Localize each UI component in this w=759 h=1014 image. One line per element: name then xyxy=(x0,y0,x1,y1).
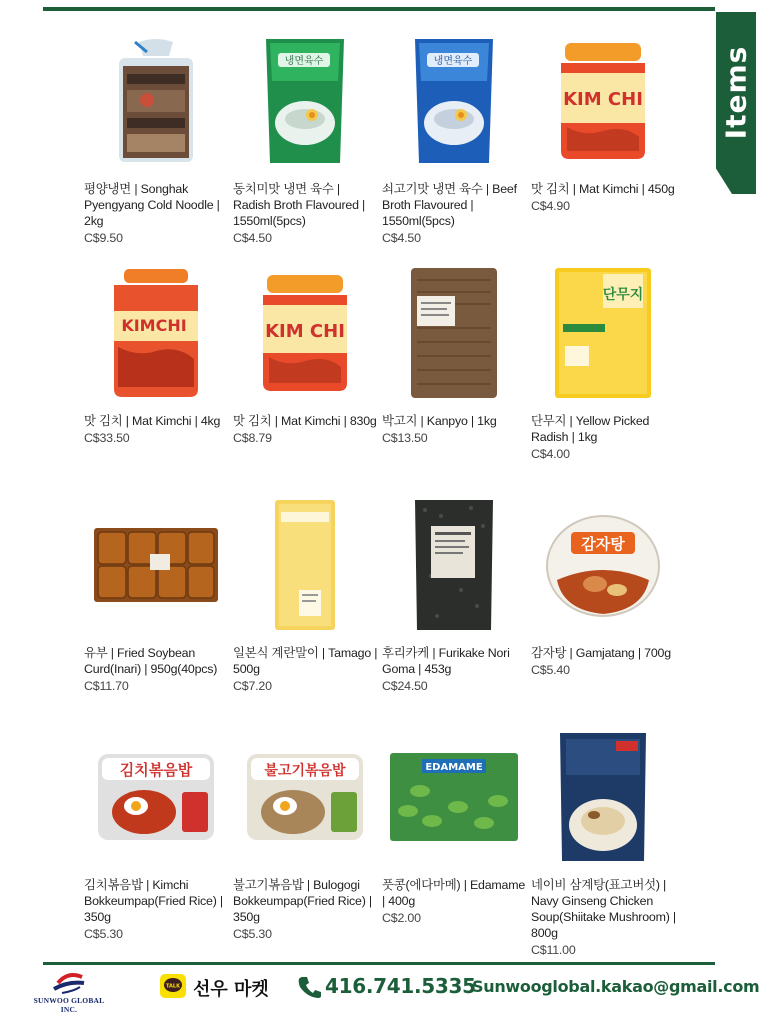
product-details xyxy=(84,645,230,694)
kimchi-jar-icon xyxy=(239,264,371,402)
product-price: C$4.50 xyxy=(382,231,421,245)
kimchi-jar-icon xyxy=(537,32,669,170)
kakao-store-name: 선우 마켓 xyxy=(193,979,269,1000)
product-details xyxy=(382,877,528,926)
product-price: C$11.70 xyxy=(84,679,129,693)
company-name: SUNWOO GLOBAL INC. xyxy=(33,996,105,1014)
product-name: 박고지 | Kanpyo | 1kg xyxy=(382,414,497,428)
product-details xyxy=(233,181,379,246)
fried-rice-box-icon xyxy=(239,728,371,866)
product-name: 불고기볶음밥 | Bulogogi Bokkeumpap(Fried Rice) | 350g xyxy=(233,878,372,924)
product-name: 일본식 계란말이 | Tamago | 500g xyxy=(233,646,378,676)
product-name: 감자탕 | Gamjatang | 700g xyxy=(531,646,671,660)
inari-tray-icon xyxy=(90,496,222,634)
product-details xyxy=(84,413,230,446)
product-item[interactable] xyxy=(531,494,680,726)
product-details xyxy=(233,645,379,694)
product-price: C$11.00 xyxy=(531,943,576,957)
product-price: C$13.50 xyxy=(382,431,428,445)
soup-bowl-icon xyxy=(537,496,669,634)
svg-text:감자탕: 감자탕 xyxy=(581,535,625,553)
product-item[interactable] xyxy=(84,726,233,958)
svg-text:EDAMAME: EDAMAME xyxy=(425,762,483,773)
noodle-bag-icon xyxy=(90,32,222,170)
product-price: C$5.40 xyxy=(531,663,570,677)
product-item[interactable] xyxy=(233,262,382,494)
product-item[interactable] xyxy=(233,30,382,262)
product-item[interactable] xyxy=(233,726,382,958)
section-tab-label: Items xyxy=(719,45,753,139)
product-item[interactable] xyxy=(382,726,531,958)
product-name: 네이비 삼계탕(표고버섯) | Navy Ginseng Chicken Soup(Shiitake Mushroom) | 800g xyxy=(531,878,676,940)
product-details xyxy=(382,645,528,694)
product-name: 맛 김치 | Mat Kimchi | 450g xyxy=(531,182,675,196)
product-details xyxy=(84,877,230,942)
svg-text:냉면육수: 냉면육수 xyxy=(433,56,473,67)
product-details xyxy=(382,413,528,446)
svg-text:단무지: 단무지 xyxy=(602,287,644,303)
svg-text:KIM CHI: KIM CHI xyxy=(265,321,345,342)
kanpyo-bag-icon xyxy=(388,264,520,402)
product-name: 평양냉면 | Songhak Pyengyang Cold Noodle | 2kg xyxy=(84,182,220,228)
product-item[interactable] xyxy=(531,726,680,958)
product-price: C$4.90 xyxy=(531,199,570,213)
product-price: C$5.30 xyxy=(84,927,123,941)
furikake-bag-icon xyxy=(388,496,520,634)
product-name: 후리카케 | Furikake Nori Goma | 453g xyxy=(382,646,510,676)
product-name: 단무지 | Yellow Picked Radish | 1kg xyxy=(531,414,650,444)
company-logo xyxy=(28,969,110,1014)
product-price: C$2.00 xyxy=(382,911,421,925)
product-details xyxy=(531,181,677,214)
company-logo-mark xyxy=(28,969,110,995)
product-details xyxy=(84,181,230,246)
product-price: C$4.00 xyxy=(531,447,570,461)
product-item[interactable] xyxy=(382,30,531,262)
product-item[interactable] xyxy=(233,494,382,726)
product-name: 쇠고기맛 냉면 육수 | Beef Broth Flavoured | 1550ml(5pcs) xyxy=(382,182,517,228)
product-name: 동치미맛 냉면 육수 | Radish Broth Flavoured | 1550ml(5pcs) xyxy=(233,182,366,228)
phone-icon xyxy=(297,975,323,999)
product-price: C$9.50 xyxy=(84,231,123,245)
product-name: 맛 김치 | Mat Kimchi | 4kg xyxy=(84,414,221,428)
top-divider xyxy=(43,7,715,11)
product-details xyxy=(233,877,379,942)
product-item[interactable] xyxy=(84,262,233,494)
product-name: 유부 | Fried Soybean Curd(Inari) | 950g(40pcs) xyxy=(84,646,218,676)
product-item[interactable] xyxy=(84,30,233,262)
svg-text:냉면육수: 냉면육수 xyxy=(284,56,324,67)
svg-text:KIMCHI: KIMCHI xyxy=(121,316,187,335)
phone-number[interactable]: 416.741.5335 xyxy=(325,974,476,998)
kakaotalk-badge: TALK xyxy=(166,983,180,990)
product-price: C$5.30 xyxy=(233,927,272,941)
product-details xyxy=(382,181,528,246)
product-price: C$33.50 xyxy=(84,431,130,445)
product-item[interactable] xyxy=(531,262,680,494)
edamame-bag-icon xyxy=(388,728,520,866)
product-item[interactable] xyxy=(382,494,531,726)
product-name: 맛 김치 | Mat Kimchi | 830g xyxy=(233,414,377,428)
kakaotalk-icon xyxy=(160,974,186,998)
product-price: C$8.79 xyxy=(233,431,272,445)
section-tab-label-wrap xyxy=(716,12,756,172)
product-details xyxy=(531,877,677,958)
product-name: 김치볶음밥 | Kimchi Bokkeumpap(Fried Rice) | 350g xyxy=(84,878,223,924)
product-price: C$4.50 xyxy=(233,231,272,245)
fried-rice-box-icon xyxy=(90,728,222,866)
product-price: C$24.50 xyxy=(382,679,428,693)
radish-pack-icon xyxy=(537,264,669,402)
kimchi-jar-icon xyxy=(90,264,222,402)
product-price: C$7.20 xyxy=(233,679,272,693)
product-item[interactable] xyxy=(382,262,531,494)
product-details xyxy=(531,413,677,462)
product-details xyxy=(233,413,379,446)
product-name: 풋콩(에다마메) | Edamame | 400g xyxy=(382,878,526,908)
product-item[interactable] xyxy=(531,30,680,262)
tamago-pack-icon xyxy=(239,496,371,634)
broth-pack-icon xyxy=(239,32,371,170)
email-address[interactable]: Sunwooglobal.kakao@gmail.com xyxy=(472,977,759,996)
product-item[interactable] xyxy=(84,494,233,726)
svg-text:불고기볶음밥: 불고기볶음밥 xyxy=(264,763,346,779)
broth-pack-icon xyxy=(388,32,520,170)
chicken-soup-pouch-icon xyxy=(537,728,669,866)
footer xyxy=(0,965,759,1014)
svg-text:KIM CHI: KIM CHI xyxy=(563,89,643,110)
product-details xyxy=(531,645,677,678)
product-grid xyxy=(84,30,684,960)
svg-text:김치볶음밥: 김치볶음밥 xyxy=(119,761,193,779)
